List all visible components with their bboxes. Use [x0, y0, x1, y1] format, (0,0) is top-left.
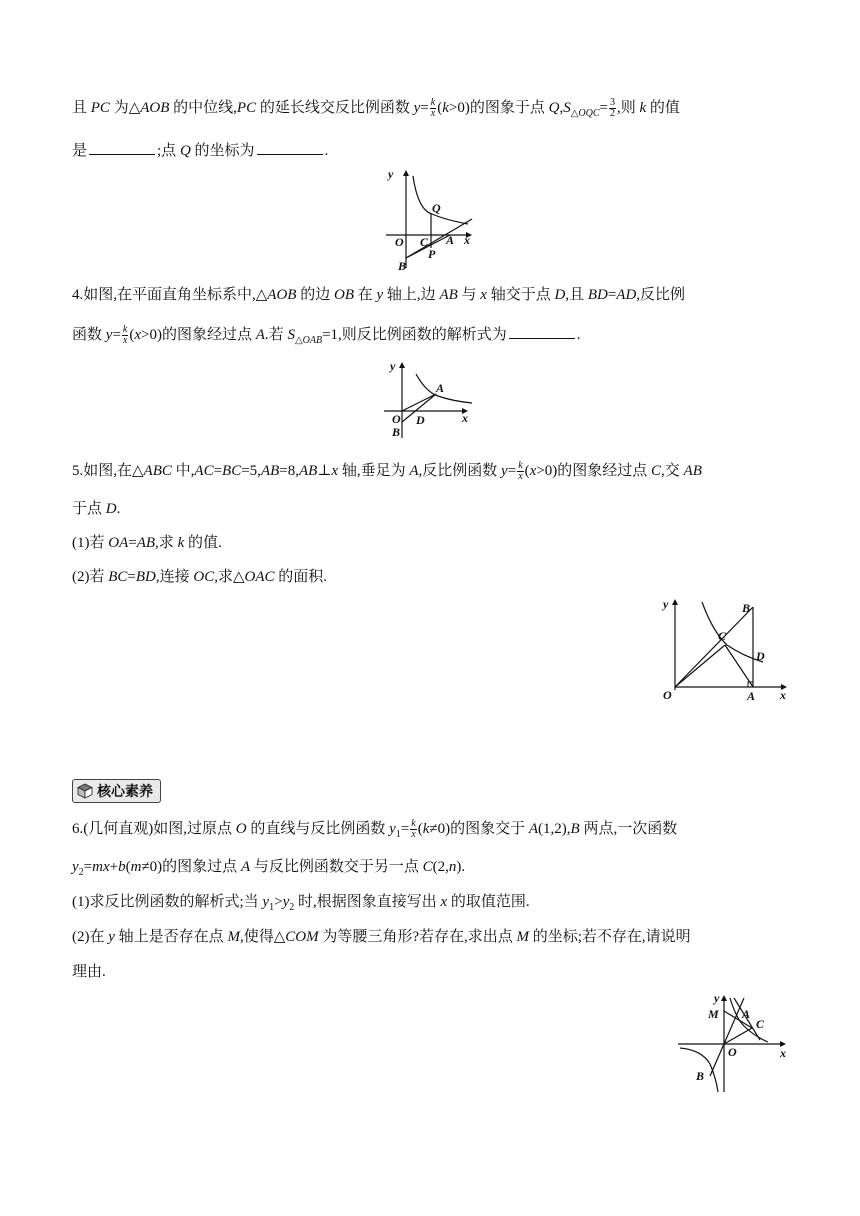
fig4-label-d: D [416, 413, 425, 427]
fraction: $\frac{k}{x}$ [430, 97, 436, 120]
fig5-label-b: B [742, 601, 751, 615]
fig6-label-a: A [742, 1007, 751, 1021]
fig5-label-a: A [747, 689, 756, 703]
fig5-label-d: D [756, 649, 765, 663]
fig4-label-x: x [462, 411, 468, 425]
fig5-label-x: x [780, 688, 786, 702]
fig3-label-q: Q [432, 201, 441, 215]
fig4-label-a: A [436, 381, 445, 395]
fig3-label-b: B [398, 259, 407, 273]
fig5-label-c: C [718, 629, 727, 643]
figure-3 [380, 164, 480, 274]
fig5-label-o: O [663, 688, 672, 702]
fig3-label-x: x [464, 233, 470, 247]
figure-5 [655, 592, 800, 704]
p6-line1: 6.(几何直观)如图,过原点 O 的直线与反比例函数 $y_1=$ $\frac{k}{x}$ (k≠0)的图象交于 A(1,2),B 两点,一次函数 [72, 818, 678, 841]
p6-question-2: (2)在 y 轴上是否存在点 M,使得△COM 为等腰三角形?若存在,求出点 M 的坐标;若不存在,请说明 [72, 929, 691, 945]
answer-blank[interactable] [89, 154, 155, 155]
fig6-label-y: y [714, 991, 720, 1005]
answer-blank[interactable] [509, 338, 575, 339]
p6-question-1: (1)求反比例函数的解析式;当 $y_1>y_2$ 时,根据图象直接写出 x 的取值范围. [72, 894, 530, 913]
answer-blank[interactable] [257, 154, 323, 155]
figure-4 [380, 356, 480, 442]
p5-question-1: (1)若 OA=AB,求 k 的值. [72, 535, 222, 551]
fraction: $\frac{3}{2}$ [609, 97, 615, 120]
p5-question-2: (2)若 BC=BD,连接 OC,求△OAC 的面积. [72, 569, 328, 585]
fraction: $\frac{k}{x}$ [411, 818, 416, 841]
p4-line1: 4.如图,在平面直角坐标系中,△AOB 的边 OB 在 y 轴上,边 AB 与 x 轴交于点 D,且 BD=AD,反比例 [72, 287, 686, 303]
fig6-label-b: B [696, 1069, 705, 1083]
section-header-label: 核心素养 [97, 783, 153, 799]
fraction: $\frac{k}{x}$ [122, 324, 128, 347]
fig4-label-o: O [392, 412, 401, 426]
fig3-label-y: y [388, 167, 394, 181]
p6-line2: $y_2=mx+b(m\ne 0)$的图象过点 A 与反比例函数交于另一点 C(2,n). [72, 859, 466, 878]
p6-question-2-cont: 理由. [72, 964, 106, 980]
fig3-label-o: O [395, 235, 404, 249]
fig3-label-a: A [446, 233, 455, 247]
fig4-label-y: y [390, 359, 396, 373]
fig3-label-p: P [428, 247, 436, 261]
fig3-label-c: C [420, 235, 429, 249]
section-header-core-literacy [72, 779, 161, 803]
fig5-label-y: y [663, 597, 669, 611]
p5-line2: 于点 D. [72, 501, 121, 517]
p3-line2: 是 ;点 Q 的坐标为 . [72, 143, 329, 159]
figure-6 [672, 988, 797, 1096]
fig6-label-x: x [780, 1046, 786, 1060]
fig6-label-m: M [708, 1007, 719, 1021]
fraction: $\frac{k}{x}$ [518, 460, 523, 483]
p3-line1: 且 PC 为△AOB 的中位线,PC 的延长线交反比例函数 y= $\frac{k}{x}$ (k>0)的图象于点 $Q,S_{\triangle OQC}=$ $\frac{3}{2}$ ,则 k 的值 [72, 97, 680, 120]
fig6-label-o: O [728, 1045, 737, 1059]
fig6-label-c: C [756, 1017, 765, 1031]
p4-line2: 函数 y= $\frac{k}{x}$ (x>0)的图象经过点 A.若 $S_{\triangle OAB}=1$,则反比例函数的解析式为 . [72, 324, 581, 347]
cube-icon [77, 783, 93, 799]
p5-line1: 5.如图,在△ABC 中,AC=BC=5,AB=8,AB⊥x 轴,垂足为 A,反比例函数 y= $\frac{k}{x}$ (x>0)的图象经过点 C,交 AB [72, 460, 702, 483]
fig4-label-b: B [392, 425, 401, 439]
